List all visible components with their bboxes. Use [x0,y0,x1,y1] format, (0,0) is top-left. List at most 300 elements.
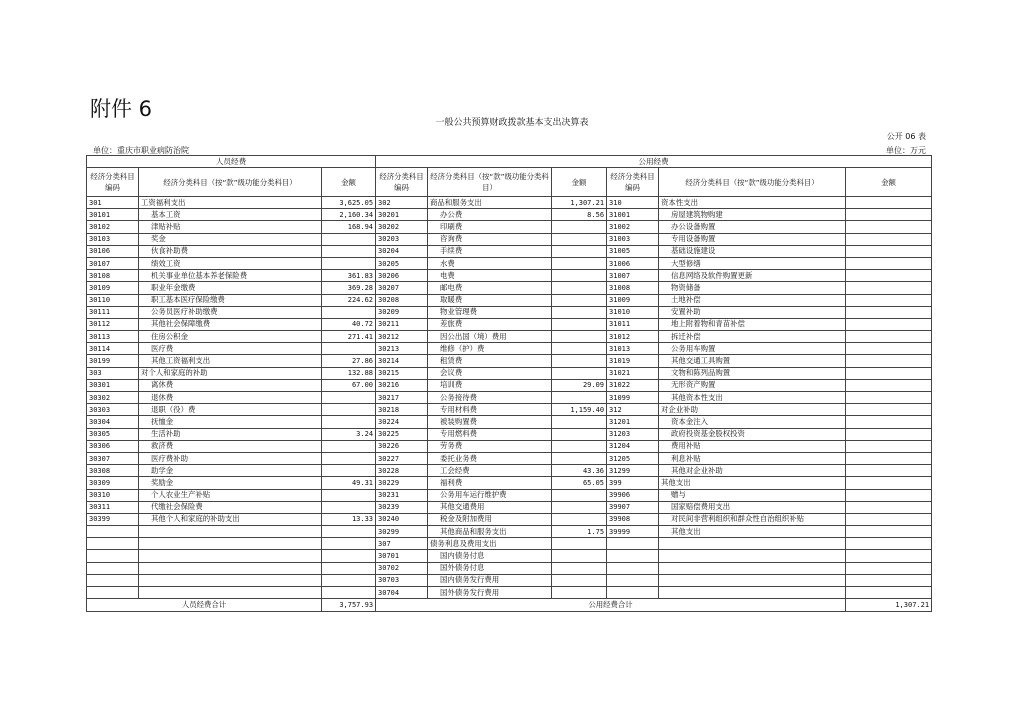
cell-name: 个人农业生产补贴 [139,489,322,501]
table-title: 一般公共预算财政拨款基本支出决算表 [435,118,589,128]
cell-amount [846,465,932,477]
cell-amount: 67.00 [322,379,376,391]
cell-name: 其他交通工具购置 [659,355,846,367]
cell-name: 其他工资福利支出 [139,355,322,367]
totals-row [87,599,932,612]
cell-code: 30304 [87,416,139,428]
cell-code: 399 [607,477,659,489]
cell-code: 30228 [376,465,428,477]
cell-name: 信息网络及软件购置更新 [659,270,846,282]
cell-code: 30399 [87,513,139,525]
cell-amount [322,550,376,562]
table-row [87,367,932,379]
cell-name: 其他商品和服务支出 [428,526,552,538]
cell-name: 专用材料费 [428,404,552,416]
cell-name: 福利费 [428,477,552,489]
cell-amount: 361.83 [322,270,376,282]
cell-code: 31019 [607,355,659,367]
cell-code: 30201 [376,209,428,221]
cell-amount: 49.31 [322,477,376,489]
cell-amount [552,257,607,269]
cell-amount [846,221,932,233]
cell-code [607,562,659,574]
cell-amount [552,587,607,599]
cell-name: 培训费 [428,379,552,391]
cell-amount [846,331,932,343]
cell-amount [322,538,376,550]
cell-code: 30213 [376,343,428,355]
cell-amount [322,392,376,404]
cell-name: 物业管理费 [428,306,552,318]
cell-amount [552,318,607,330]
public-total-value: 1,307.21 [846,599,932,612]
cell-name [659,550,846,562]
cell-name [139,562,322,574]
cell-amount [846,392,932,404]
cell-amount: 65.05 [552,477,607,489]
cell-code: 30306 [87,440,139,452]
cell-amount: 13.33 [322,513,376,525]
cell-amount [552,501,607,513]
cell-amount: 224.62 [322,294,376,306]
cell-code: 30101 [87,209,139,221]
cell-amount: 1,159.40 [552,404,607,416]
cell-name: 退职（役）费 [139,404,322,416]
cell-code [607,587,659,599]
cell-code [87,550,139,562]
cell-code: 30206 [376,270,428,282]
cell-amount [322,257,376,269]
col-amount: 金额 [846,168,932,197]
table-row [87,587,932,599]
cell-code: 30109 [87,282,139,294]
table-row [87,270,932,282]
cell-amount [846,574,932,586]
cell-code: 31010 [607,306,659,318]
cell-amount: 132.88 [322,367,376,379]
cell-name: 国内债务付息 [428,550,552,562]
cell-name: 无形资产购置 [659,379,846,391]
cell-name: 赠与 [659,489,846,501]
table-row [87,257,932,269]
table-row [87,318,932,330]
cell-name: 退休费 [139,392,322,404]
cell-code: 31005 [607,245,659,257]
cell-name [659,562,846,574]
cell-amount [552,416,607,428]
col-amount: 金额 [552,168,607,197]
cell-name: 公务用车购置 [659,343,846,355]
cell-amount [846,379,932,391]
cell-code: 30113 [87,331,139,343]
cell-code: 30204 [376,245,428,257]
cell-amount [322,343,376,355]
personnel-total-label: 人员经费合计 [87,599,322,612]
cell-name: 专用设备购置 [659,233,846,245]
cell-amount [846,440,932,452]
cell-amount [846,318,932,330]
cell-name: 办公费 [428,209,552,221]
cell-code: 31011 [607,318,659,330]
col-name: 经济分类科目（按“款”级功能分类科目） [659,168,846,197]
table-row [87,538,932,550]
cell-amount [322,465,376,477]
cell-code: 31021 [607,367,659,379]
cell-code: 31099 [607,392,659,404]
cell-amount [846,245,932,257]
cell-code: 30212 [376,331,428,343]
table-row [87,440,932,452]
cell-code: 30224 [376,416,428,428]
table-row [87,404,932,416]
cell-name: 其他支出 [659,477,846,489]
cell-amount [552,233,607,245]
cell-code: 30107 [87,257,139,269]
col-code: 经济分类科目编码 [87,168,139,197]
table-row [87,465,932,477]
cell-name: 拆迁补偿 [659,331,846,343]
cell-amount [322,574,376,586]
cell-name: 税金及附加费用 [428,513,552,525]
table-row [87,574,932,586]
cell-name: 公务员医疗补助缴费 [139,306,322,318]
cell-amount [846,501,932,513]
cell-name: 劳务费 [428,440,552,452]
cell-code: 31006 [607,257,659,269]
cell-name: 国内债务发行费用 [428,574,552,586]
cell-code: 31205 [607,452,659,464]
cell-amount [552,221,607,233]
column-header-row [87,168,932,197]
cell-amount [846,294,932,306]
cell-amount [552,513,607,525]
cell-amount: 1.75 [552,526,607,538]
cell-name: 绩效工资 [139,257,322,269]
cell-name: 印刷费 [428,221,552,233]
cell-code: 30704 [376,587,428,599]
cell-amount [846,209,932,221]
cell-amount [322,306,376,318]
cell-amount [846,513,932,525]
cell-amount: 3,625.05 [322,197,376,209]
table-row [87,550,932,562]
cell-name: 对个人和家庭的补助 [139,367,322,379]
cell-amount [322,526,376,538]
cell-code [607,538,659,550]
table-row [87,452,932,464]
table-row [87,416,932,428]
cell-name: 对民间非营利组织和群众性自治组织补贴 [659,513,846,525]
cell-code: 30226 [376,440,428,452]
cell-amount [552,282,607,294]
cell-name: 其他支出 [659,526,846,538]
cell-code: 30103 [87,233,139,245]
cell-code: 30702 [376,562,428,574]
cell-code: 30214 [376,355,428,367]
cell-name: 地上附着物和青苗补偿 [659,318,846,330]
table-row [87,233,932,245]
personnel-total-value: 3,757.93 [322,599,376,612]
cell-name: 医疗费补助 [139,452,322,464]
cell-name: 其他资本性支出 [659,392,846,404]
cell-name: 安置补助 [659,306,846,318]
cell-code: 30207 [376,282,428,294]
cell-code: 39907 [607,501,659,513]
cell-name: 工会经费 [428,465,552,477]
table-row [87,489,932,501]
cell-name [139,574,322,586]
cell-name: 国外债务付息 [428,562,552,574]
cell-code: 30307 [87,452,139,464]
cell-code: 39908 [607,513,659,525]
cell-amount [846,306,932,318]
cell-code: 303 [87,367,139,379]
cell-name [139,587,322,599]
table-row [87,331,932,343]
table-row [87,562,932,574]
cell-name [139,538,322,550]
cell-code: 30231 [376,489,428,501]
cell-code [607,550,659,562]
table-row [87,501,932,513]
cell-name: 奖金 [139,233,322,245]
cell-code: 312 [607,404,659,416]
cell-code [87,574,139,586]
cell-code: 30217 [376,392,428,404]
cell-amount [552,574,607,586]
cell-name: 办公设备购置 [659,221,846,233]
cell-code: 30303 [87,404,139,416]
cell-code: 30703 [376,574,428,586]
cell-amount [552,331,607,343]
cell-code: 30112 [87,318,139,330]
col-code: 经济分类科目编码 [607,168,659,197]
cell-code: 31299 [607,465,659,477]
cell-name: 委托业务费 [428,452,552,464]
cell-name: 其他对企业补助 [659,465,846,477]
cell-name [659,587,846,599]
cell-code: 302 [376,197,428,209]
cell-name: 生活补助 [139,428,322,440]
cell-amount: 40.72 [322,318,376,330]
cell-code: 307 [376,538,428,550]
cell-name: 奖励金 [139,477,322,489]
cell-name: 资本金注入 [659,416,846,428]
cell-code: 30701 [376,550,428,562]
cell-code: 30199 [87,355,139,367]
table-row [87,294,932,306]
cell-code: 39906 [607,489,659,501]
cell-name: 土地补偿 [659,294,846,306]
cell-amount [846,550,932,562]
cell-name: 救济费 [139,440,322,452]
cell-amount [552,440,607,452]
unit-organization: 单位：重庆市职业病防治院 [93,146,189,155]
cell-name: 因公出国（境）费用 [428,331,552,343]
cell-name [139,550,322,562]
table-row [87,526,932,538]
attachment-label: 附件 6 [90,97,153,121]
table-row [87,379,932,391]
table-row [87,306,932,318]
cell-name: 咨询费 [428,233,552,245]
section-header-row [87,156,932,168]
section-public: 公用经费 [376,156,932,168]
cell-amount: 3.24 [322,428,376,440]
cell-name: 水费 [428,257,552,269]
cell-code: 30211 [376,318,428,330]
cell-amount [552,538,607,550]
cell-name: 利息补贴 [659,452,846,464]
cell-name: 国家赔偿费用支出 [659,501,846,513]
col-name: 经济分类科目（按“款”级功能分类科目） [428,168,552,197]
cell-name: 手续费 [428,245,552,257]
cell-code: 30215 [376,367,428,379]
cell-name: 抚恤金 [139,416,322,428]
table-row [87,513,932,525]
cell-name: 伙食补助费 [139,245,322,257]
cell-code: 30218 [376,404,428,416]
table-row [87,282,932,294]
cell-code [607,574,659,586]
cell-code: 30106 [87,245,139,257]
cell-amount [846,404,932,416]
cell-code: 30216 [376,379,428,391]
cell-amount [846,562,932,574]
cell-code: 31022 [607,379,659,391]
cell-amount [552,245,607,257]
col-code: 经济分类科目编码 [376,168,428,197]
cell-amount: 271.41 [322,331,376,343]
cell-amount [846,428,932,440]
cell-code: 31013 [607,343,659,355]
cell-amount [846,538,932,550]
cell-amount [552,343,607,355]
cell-amount [552,294,607,306]
cell-code: 39999 [607,526,659,538]
expenditure-table [86,155,932,612]
cell-name: 会议费 [428,367,552,379]
cell-amount [552,392,607,404]
cell-amount [846,477,932,489]
cell-amount [846,416,932,428]
cell-amount [322,489,376,501]
cell-name: 物资储备 [659,282,846,294]
cell-code [87,526,139,538]
cell-amount [846,282,932,294]
cell-name: 助学金 [139,465,322,477]
table-row [87,392,932,404]
cell-code: 30225 [376,428,428,440]
cell-name: 大型修缮 [659,257,846,269]
table-row [87,477,932,489]
cell-amount [322,416,376,428]
cell-amount: 1,307.21 [552,197,607,209]
table-row [87,221,932,233]
cell-amount [552,562,607,574]
cell-code: 30229 [376,477,428,489]
cell-name: 公务用车运行维护费 [428,489,552,501]
cell-amount [846,452,932,464]
cell-name: 国外债务发行费用 [428,587,552,599]
cell-code: 30111 [87,306,139,318]
cell-amount [322,245,376,257]
cell-name: 其他交通费用 [428,501,552,513]
cell-amount [322,452,376,464]
cell-code: 31009 [607,294,659,306]
cell-name: 电费 [428,270,552,282]
cell-code: 30310 [87,489,139,501]
cell-amount [846,355,932,367]
cell-amount [552,489,607,501]
unit-currency: 单位：万元 [886,146,926,155]
cell-code: 30227 [376,452,428,464]
cell-code: 30205 [376,257,428,269]
cell-name: 其他个人和家庭的补助支出 [139,513,322,525]
cell-amount [322,233,376,245]
cell-amount [846,257,932,269]
cell-name: 代缴社会保险费 [139,501,322,513]
table-row [87,197,932,209]
cell-code: 30302 [87,392,139,404]
cell-code: 30203 [376,233,428,245]
cell-code: 30299 [376,526,428,538]
cell-name: 机关事业单位基本养老保险费 [139,270,322,282]
table-row [87,343,932,355]
cell-code: 30301 [87,379,139,391]
table-row [87,355,932,367]
cell-name [659,574,846,586]
cell-name: 住房公积金 [139,331,322,343]
cell-amount [552,306,607,318]
cell-name: 公务接待费 [428,392,552,404]
cell-code: 30208 [376,294,428,306]
cell-code: 30209 [376,306,428,318]
cell-amount [552,428,607,440]
cell-name: 取暖费 [428,294,552,306]
cell-amount [552,270,607,282]
cell-amount: 168.94 [322,221,376,233]
cell-name: 基础设施建设 [659,245,846,257]
cell-code: 310 [607,197,659,209]
cell-name: 商品和服务支出 [428,197,552,209]
cell-amount [846,197,932,209]
cell-code: 31002 [607,221,659,233]
cell-name: 离休费 [139,379,322,391]
cell-name: 政府投资基金股权投资 [659,428,846,440]
cell-code [87,587,139,599]
cell-name: 债务利息及费用支出 [428,538,552,550]
cell-code: 31008 [607,282,659,294]
cell-code: 31007 [607,270,659,282]
cell-amount [846,343,932,355]
cell-name: 房屋建筑物购建 [659,209,846,221]
cell-code [87,562,139,574]
cell-code: 31201 [607,416,659,428]
cell-code: 30108 [87,270,139,282]
cell-name: 津贴补贴 [139,221,322,233]
cell-name [659,538,846,550]
cell-amount: 27.86 [322,355,376,367]
table-number: 公开 06 表 [886,132,926,141]
cell-amount: 43.36 [552,465,607,477]
cell-name: 文物和陈列品购置 [659,367,846,379]
cell-amount [846,489,932,501]
cell-code: 31204 [607,440,659,452]
cell-code: 30114 [87,343,139,355]
table-row [87,209,932,221]
cell-name: 费用补贴 [659,440,846,452]
